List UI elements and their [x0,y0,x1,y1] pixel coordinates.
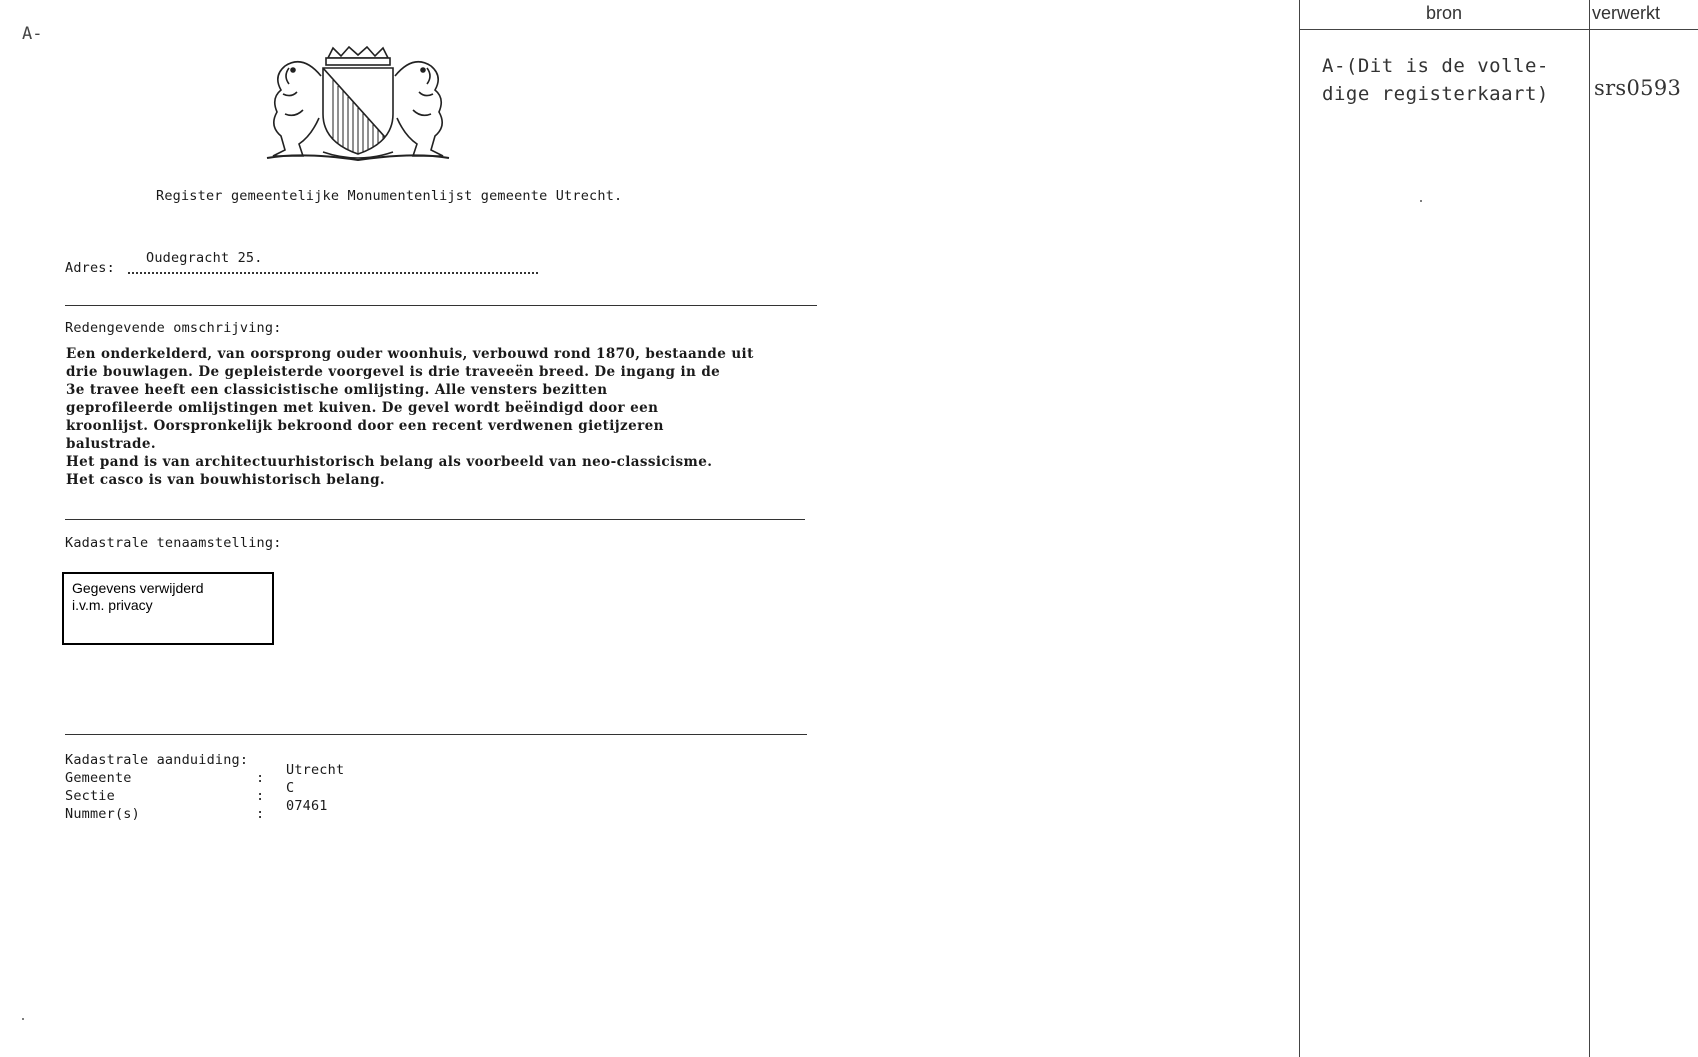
description-line: Het pand is van architectuurhistorisch belang als voorbeeld van neo-classicisme. [66,454,713,470]
cadastral-row-colon: : [256,806,265,822]
verwerkt-column-border [1589,0,1590,1057]
address-label: Adres: [65,260,115,276]
description-line: balustrade. [66,436,156,452]
address-value: Oudegracht 25. [146,250,263,266]
owner-label: Kadastrale tenaamstelling: [65,535,282,551]
description-line: 3e travee heeft een classicistische omlijsting. Alle vensters bezitten [66,382,608,398]
scan-speck [1420,200,1422,202]
cadastral-row-value: Utrecht [286,762,345,778]
cadastral-row-value: C [286,780,295,796]
bron-entry [1322,52,1549,108]
privacy-line: Gegevens verwijderd [72,580,204,596]
cadastral-row-colon: : [256,770,265,786]
cadastral-row-label: Nummer(s) [65,806,140,822]
cadastral-row-colon: : [256,788,265,804]
description-line: geprofileerde omlijstingen met kuiven. De gevel wordt beëindigd door een [66,400,659,416]
section-divider [65,305,817,306]
address-dotted-line [128,262,538,274]
description-line: Een onderkelderd, van oorsprong ouder woonhuis, verbouwd rond 1870, bestaande uit [66,346,754,362]
bron-column-border [1299,0,1300,1057]
bron-header: bron [1425,3,1463,23]
verwerkt-header: verwerkt [1592,3,1661,23]
verwerkt-entry: srs0593 [1594,76,1682,100]
privacy-notice-box [62,572,274,645]
section-divider [65,519,805,520]
scan-speck [22,1018,24,1020]
utrecht-coat-of-arms-icon [263,46,453,163]
cadastral-row-label: Sectie [65,788,115,804]
description-line: Het casco is van bouwhistorisch belang. [66,472,386,488]
section-divider [65,734,807,735]
bron-line: dige registerkaart) [1322,83,1549,105]
description-line: kroonlijst. Oorspronkelijk bekroond door een recent verdwenen gietijzeren [66,418,664,434]
cadastral-row-value: 07461 [286,798,328,814]
privacy-line: i.v.m. privacy [72,597,153,613]
register-title: Register gemeentelijke Monumentenlijst gemeente Utrecht. [156,188,623,204]
bron-line: A-(Dit is de volle- [1322,55,1549,77]
description-text [66,345,806,489]
corner-code: A- [22,24,43,44]
cadastral-label: Kadastrale aanduiding: [65,752,249,768]
description-label: Redengevende omschrijving: [65,320,282,336]
register-header-rule [1299,29,1698,30]
cadastral-row-label: Gemeente [65,770,132,786]
description-line: drie bouwlagen. De gepleisterde voorgevel is drie traveeën breed. De ingang in de [66,364,721,380]
